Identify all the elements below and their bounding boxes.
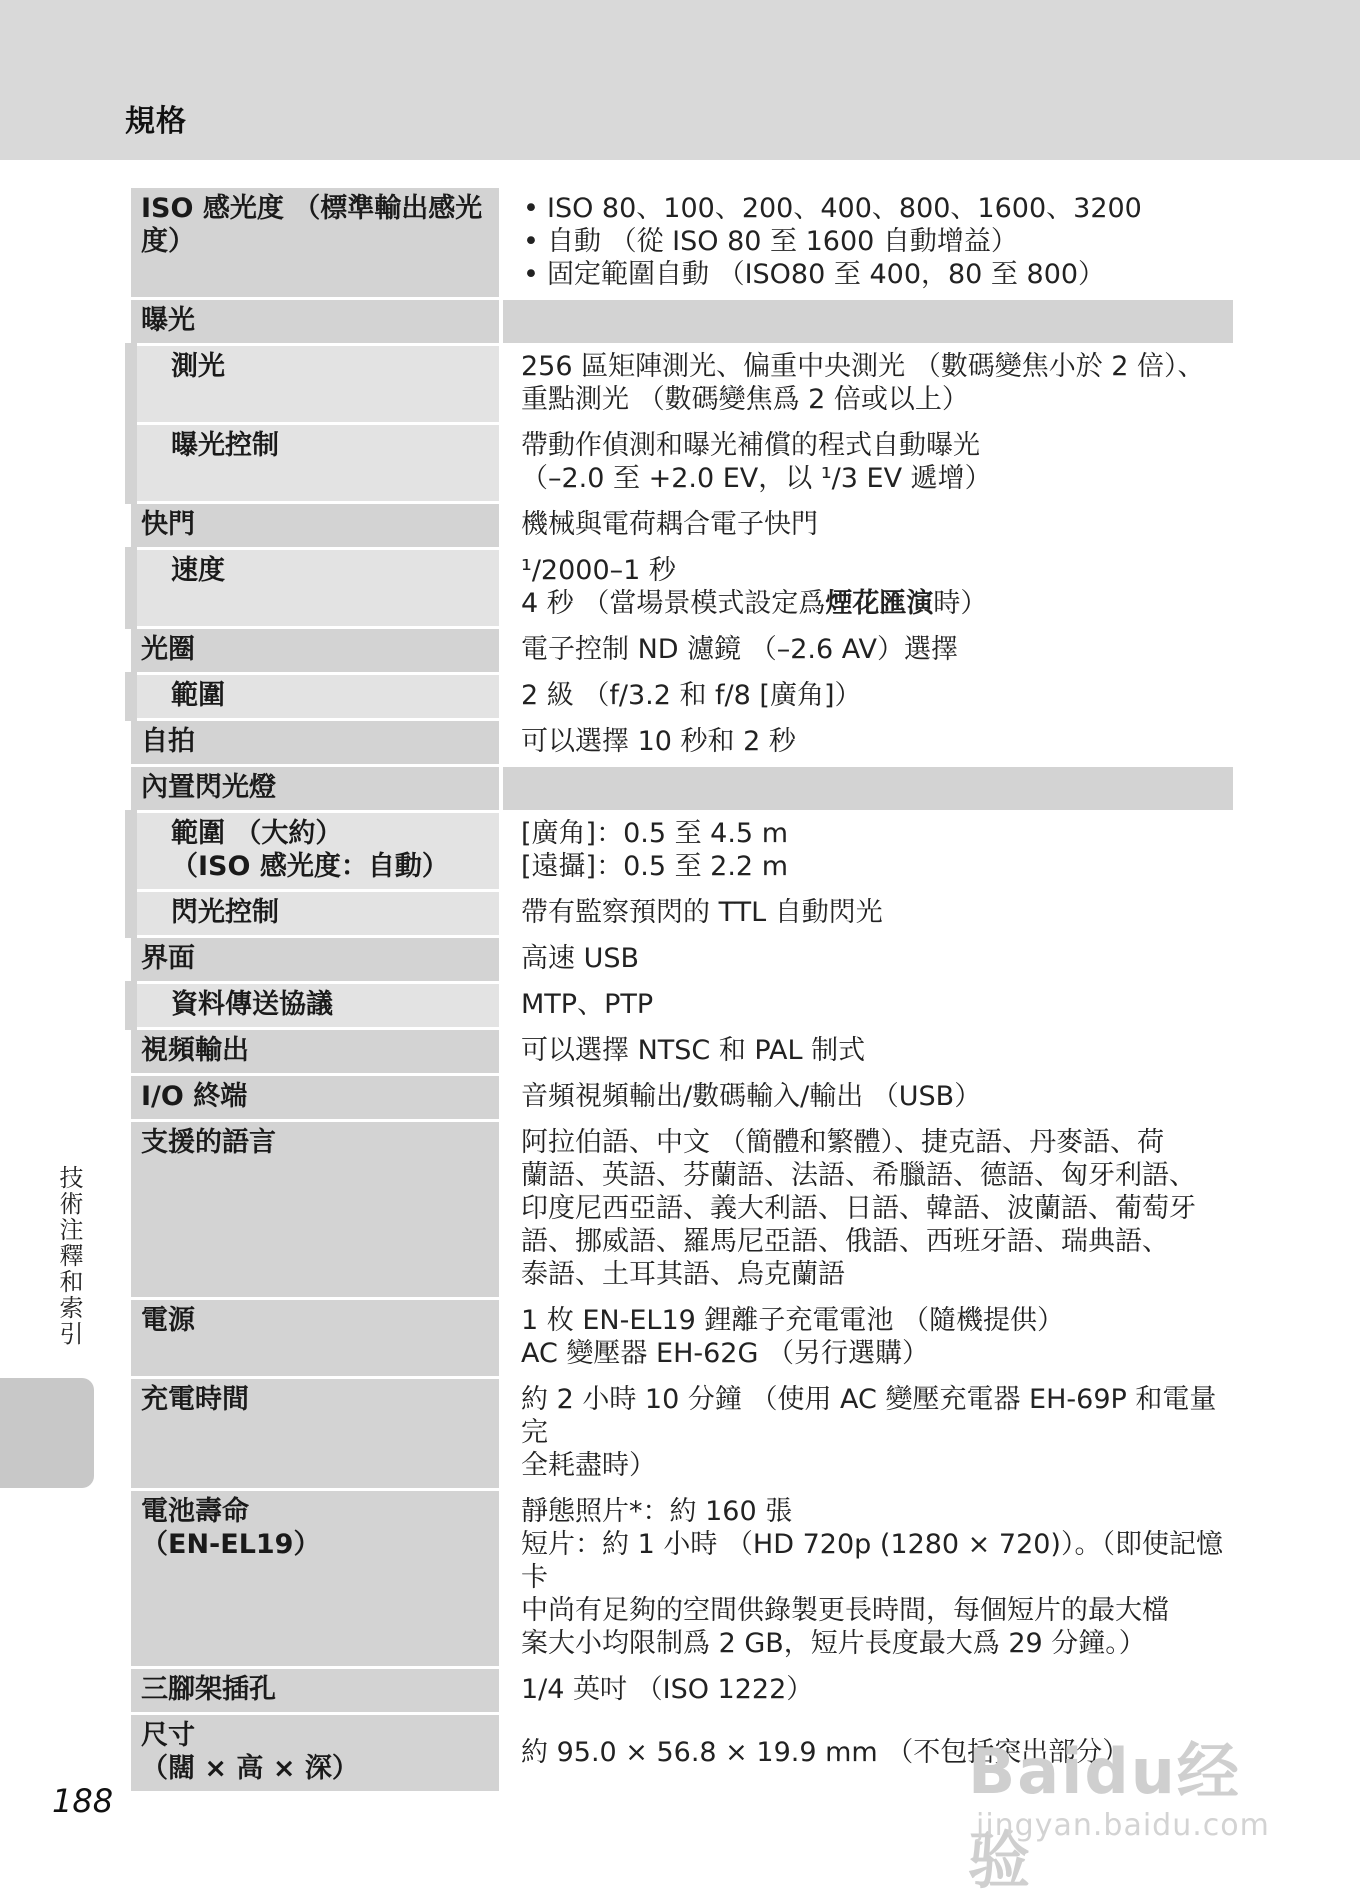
value-line: 語、挪威語、羅馬尼亞語、俄語、西班牙語、瑞典語、 <box>521 1226 1169 1257</box>
list-item: • 自動 （從 ISO 80 至 1600 自動增益） <box>521 225 1223 258</box>
row-label: 界面 <box>131 937 501 983</box>
label-line: （ISO 感光度：自動） <box>171 851 449 882</box>
section-side-label: 技術注釋和索引 <box>55 1165 83 1347</box>
row-label: 速度 <box>131 549 501 628</box>
label-line: 電池壽命 <box>141 1496 249 1527</box>
table-row <box>131 503 1233 549</box>
row-label <box>131 812 501 891</box>
value-line: 約 2 小時 10 分鐘 （使用 AC 變壓充電器 EH-69P 和電量完 <box>521 1384 1217 1448</box>
row-label <box>131 1714 501 1793</box>
table-row <box>131 345 1233 424</box>
row-label: I/O 終端 <box>131 1075 501 1121</box>
value-line: 蘭語、英語、芬蘭語、法語、希臘語、德語、匈牙利語、 <box>521 1160 1196 1191</box>
row-value <box>501 1490 1233 1668</box>
value-line: 機械與電荷耦合電子快門 <box>521 509 818 540</box>
row-value <box>501 1121 1233 1299</box>
row-value <box>501 766 1233 812</box>
value-line: 約 95.0 × 56.8 × 19.9 mm （不包括突出部分） <box>521 1736 1130 1768</box>
row-label: 充電時間 <box>131 1378 501 1490</box>
row-value <box>501 937 1233 983</box>
scene-mode-name: 煙花匯演 <box>825 588 934 619</box>
table-row <box>131 1121 1233 1299</box>
row-value <box>501 345 1233 424</box>
section-label: 內置閃光燈 <box>131 766 501 812</box>
value-line: 印度尼西亞語、義大利語、日語、韓語、波蘭語、葡萄牙 <box>521 1193 1196 1224</box>
value-line: 中尚有足夠的空間供錄製更長時間，每個短片的最大檔 <box>521 1595 1169 1626</box>
value-line: [遠攝]：0.5 至 2.2 m <box>521 851 788 882</box>
value-line: 電子控制 ND 濾鏡 （–2.6 AV）選擇 <box>521 634 958 665</box>
section-label: 曝光 <box>131 299 501 345</box>
row-label: 測光 <box>131 345 501 424</box>
value-line: 1/4 英吋 （ISO 1222） <box>521 1674 814 1705</box>
table-row <box>131 1378 1233 1490</box>
value-line: 短片：約 1 小時 （HD 720p (1280 × 720)）。（即使記憶卡 <box>521 1529 1223 1593</box>
value-line: 泰語、土耳其語、烏克蘭語 <box>521 1259 845 1290</box>
table-row <box>131 1029 1233 1075</box>
value-line: 重點測光 （數碼變焦爲 2 倍或以上） <box>521 384 969 415</box>
watermark <box>968 1700 1288 1897</box>
value-line: ¹/2000–1 秒 <box>521 555 676 586</box>
page-title: 規格 <box>125 104 187 139</box>
value-line: 1 枚 EN-EL19 鋰離子充電電池 （隨機提供） <box>521 1305 1064 1336</box>
value-text: 時） <box>933 588 988 619</box>
row-value <box>501 720 1233 766</box>
row-value <box>501 188 1233 299</box>
watermark-brand: Baidu经验 <box>968 1735 1241 1897</box>
row-label: 快門 <box>131 503 501 549</box>
row-value <box>501 628 1233 674</box>
value-line: AC 變壓器 EH-62G （另行選購） <box>521 1338 929 1369</box>
row-value <box>501 1378 1233 1490</box>
table-row <box>131 188 1233 299</box>
table-row <box>131 628 1233 674</box>
row-label: 支援的語言 <box>131 1121 501 1299</box>
page-number: 188 <box>52 1782 114 1820</box>
table-row <box>131 1075 1233 1121</box>
row-value <box>501 812 1233 891</box>
value-line: 靜態照片*：約 160 張 <box>521 1496 793 1527</box>
value-line: 全耗盡時） <box>521 1450 656 1481</box>
row-label: 自拍 <box>131 720 501 766</box>
value-line: 高速 USB <box>521 943 640 974</box>
table-row <box>131 766 1233 812</box>
row-value <box>501 299 1233 345</box>
watermark-url: jingyan.baidu.com <box>976 1808 1270 1843</box>
row-label: 閃光控制 <box>131 891 501 937</box>
list-item: • 固定範圍自動 （ISO80 至 400，80 至 800） <box>521 258 1223 291</box>
label-line: （闊 × 高 × 深） <box>141 1753 359 1784</box>
row-label: 資料傳送協議 <box>131 983 501 1029</box>
row-label: 視頻輸出 <box>131 1029 501 1075</box>
value-line: （–2.0 至 +2.0 EV，以 ¹/3 EV 遞增） <box>521 463 992 494</box>
value-line: [廣角]：0.5 至 4.5 m <box>521 818 788 849</box>
spec-table <box>125 188 1233 1794</box>
row-value <box>501 503 1233 549</box>
table-row <box>131 1490 1233 1668</box>
label-line: 尺寸 <box>141 1720 195 1751</box>
value-line: 音頻視頻輸出/數碼輸入/輸出 （USB） <box>521 1081 982 1112</box>
header-band <box>0 0 1360 160</box>
label-line: 範圍 （大約） <box>171 818 343 849</box>
value-line: 2 級 （f/3.2 和 f/8 [廣角]） <box>521 680 862 711</box>
value-line: 可以選擇 NTSC 和 PAL 制式 <box>521 1035 866 1066</box>
value-line: 案大小均限制爲 2 GB，短片長度最大爲 29 分鐘。） <box>521 1628 1146 1659</box>
row-label <box>131 1490 501 1668</box>
row-value <box>501 674 1233 720</box>
row-value <box>501 1075 1233 1121</box>
row-label: 曝光控制 <box>131 424 501 503</box>
table-row <box>131 891 1233 937</box>
value-line: 可以選擇 10 秒和 2 秒 <box>521 726 796 757</box>
table-row <box>131 1299 1233 1378</box>
table-row <box>131 937 1233 983</box>
row-label: 範圍 <box>131 674 501 720</box>
value-line: MTP、PTP <box>521 989 654 1020</box>
value-line: 帶有監察預閃的 TTL 自動閃光 <box>521 897 883 928</box>
table-row <box>131 720 1233 766</box>
table-row <box>131 674 1233 720</box>
row-label: 三腳架插孔 <box>131 1668 501 1714</box>
section-tab <box>0 1378 94 1488</box>
row-value <box>501 1029 1233 1075</box>
list-item: • ISO 80、100、200、400、800、1600、3200 <box>521 192 1223 225</box>
row-value <box>501 424 1233 503</box>
row-value <box>501 891 1233 937</box>
table-row <box>131 424 1233 503</box>
value-line <box>521 587 1223 620</box>
table-row <box>131 812 1233 891</box>
value-line: 阿拉伯語、中文 （簡體和繁體）、捷克語、丹麥語、荷 <box>521 1127 1165 1158</box>
table-row <box>131 983 1233 1029</box>
value-line: 256 區矩陣測光、偏重中央測光 （數碼變焦小於 2 倍）、 <box>521 351 1205 382</box>
row-value <box>501 983 1233 1029</box>
label-line: （EN-EL19） <box>141 1529 321 1560</box>
table-row <box>131 549 1233 628</box>
value-line: 帶動作偵測和曝光補償的程式自動曝光 <box>521 430 980 461</box>
row-label: 光圈 <box>131 628 501 674</box>
row-label: 電源 <box>131 1299 501 1378</box>
row-value <box>501 1299 1233 1378</box>
table-row <box>131 299 1233 345</box>
value-text: 4 秒 （當場景模式設定爲 <box>521 588 826 619</box>
row-label: ISO 感光度 （標準輸出感光度） <box>131 188 501 299</box>
row-value <box>501 549 1233 628</box>
